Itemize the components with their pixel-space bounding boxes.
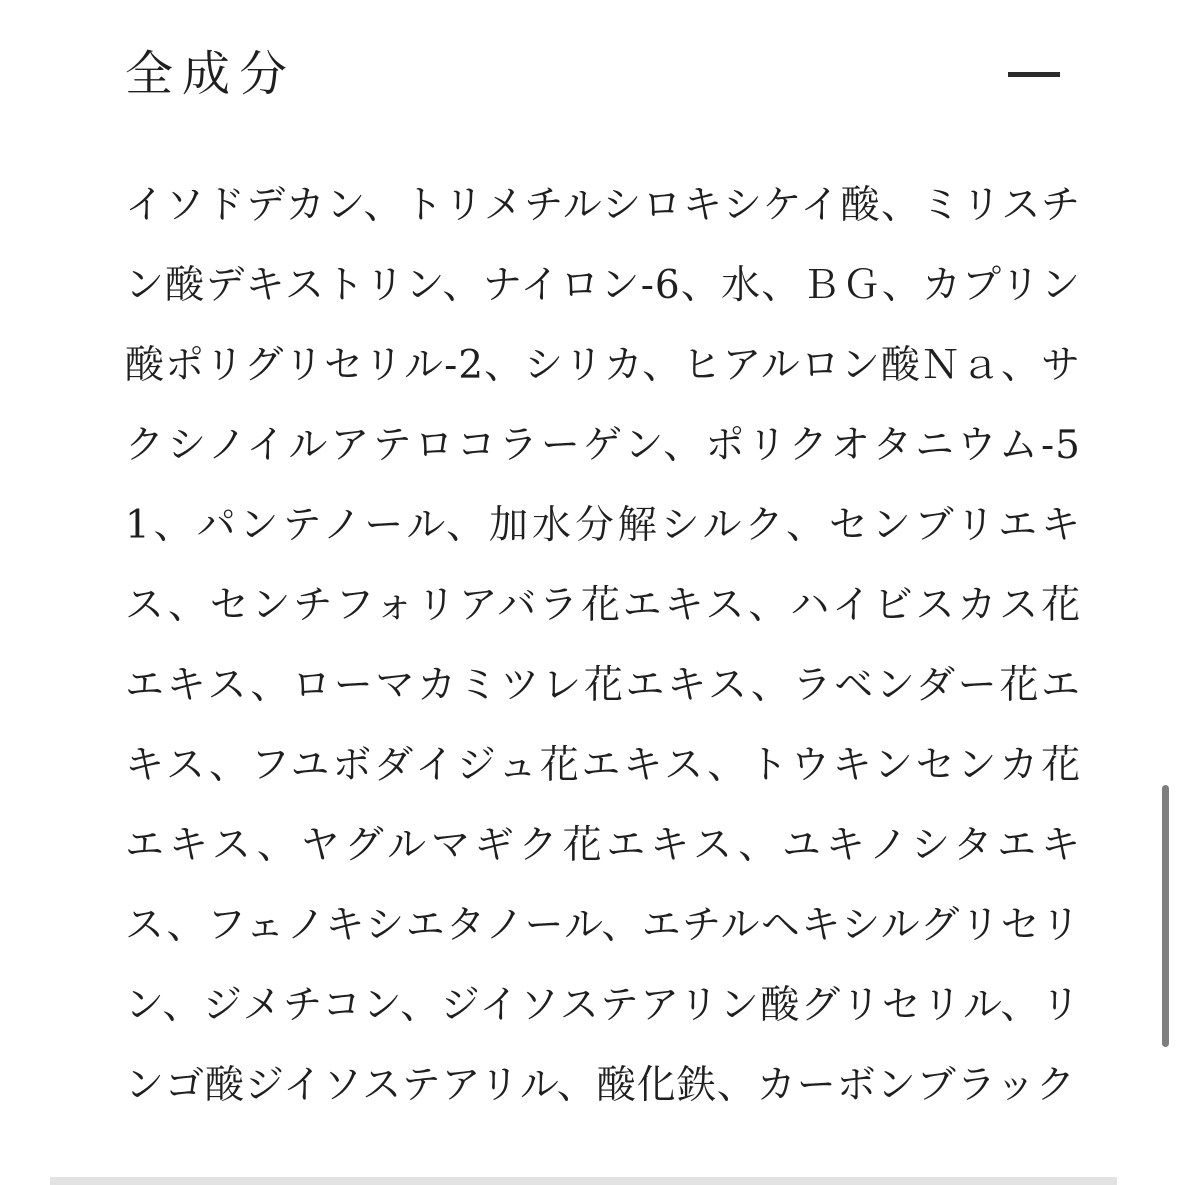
minus-icon (1008, 72, 1060, 77)
ingredients-text: イソドデカン、トリメチルシロキシケイ酸、ミリスチン酸デキストリン、ナイロン-6、水、ＢＧ、カプリン酸ポリグリセリル-2、シリカ、ヒアルロン酸Ｎａ、サクシノイルアテロコラーゲン、ポリクオタニウム-51、パンテノール、加水分解シルク、センブリエキス、センチフォリアバラ花エキス、ハイビスカス花エキス、ローマカミツレ花エキス、ラベンダー花エキス、フユボダイジュ花エキス、トウキンセンカ花エキス、ヤグルマギク花エキス、ユキノシタエキス、フェノキシエタノール、エチルヘキシルグリセリン、ジメチコン、ジイソステアリン酸グリセリル、リンゴ酸ジイソステアリル、酸化鉄、カーボンブラック (125, 183, 1081, 1108)
ingredients-section (125, 46, 1081, 1126)
vertical-scrollbar-thumb[interactable] (1162, 785, 1169, 1047)
section-title: 全成分 (125, 46, 297, 102)
section-header (125, 46, 1081, 102)
collapse-toggle-button[interactable] (1007, 54, 1061, 94)
horizontal-scrollbar-track[interactable] (50, 1177, 1117, 1185)
